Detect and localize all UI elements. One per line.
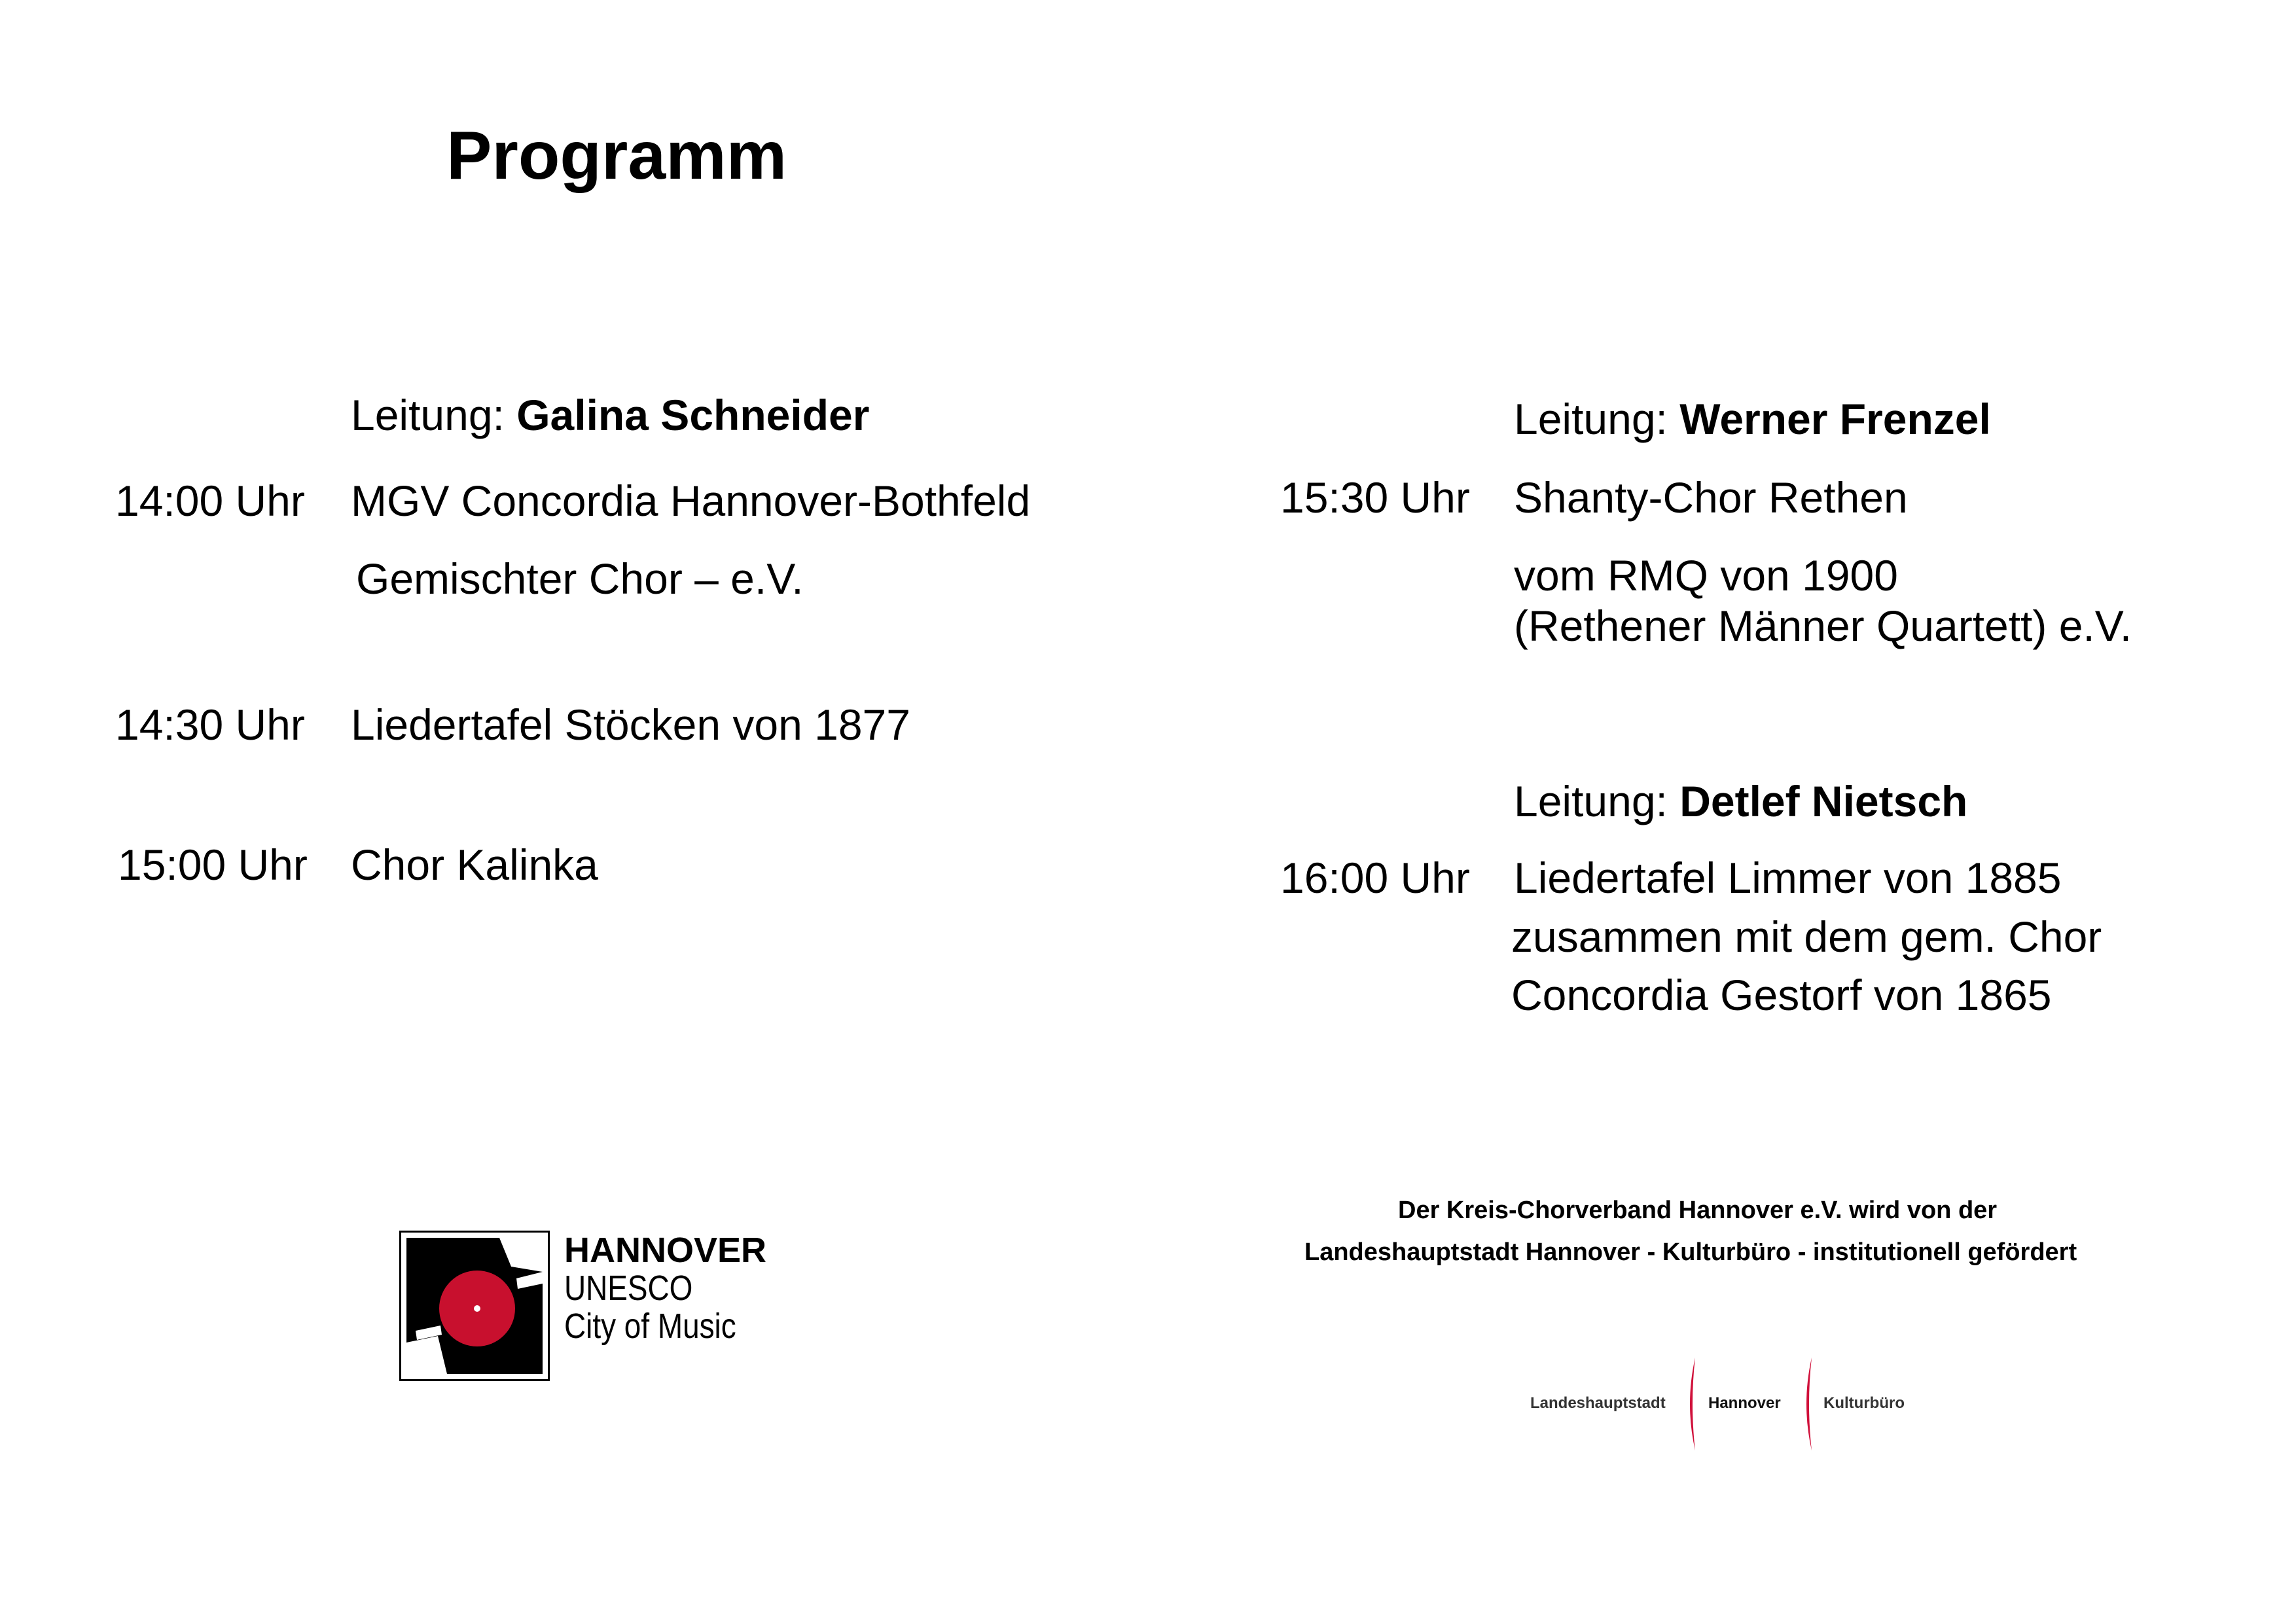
director-prefix: Leitung: [1514, 395, 1680, 443]
time-1400: 14:00 Uhr [115, 477, 305, 525]
choir-liedertafel-limmer-sub1: zusammen mit dem gem. Chor [1511, 912, 2102, 961]
funding-note-line1: Der Kreis-Chorverband Hannover e.V. wird von der [1398, 1197, 1998, 1224]
red-bracket-icon [1799, 1355, 1825, 1453]
time-1430: 14:30 Uhr [115, 700, 305, 749]
time-1500: 15:00 Uhr [118, 840, 308, 889]
page-title: Programm [446, 118, 787, 194]
director-name: Werner Frenzel [1679, 395, 1991, 443]
director-line-galina [351, 389, 869, 441]
director-prefix: Leitung: [351, 391, 517, 439]
kulturbuero-logo-left: Landeshauptstadt [1530, 1394, 1666, 1412]
director-line-detlef [1514, 776, 1967, 827]
choir-liedertafel-limmer-sub2: Concordia Gestorf von 1865 [1511, 971, 2052, 1019]
choir-kalinka: Chor Kalinka [351, 840, 598, 889]
director-name: Galina Schneider [516, 391, 870, 439]
choir-mgv-concordia: MGV Concordia Hannover-Bothfeld [351, 477, 1031, 525]
kulturbuero-logo-center: Hannover [1708, 1394, 1781, 1412]
time-1530: 15:30 Uhr [1280, 473, 1470, 522]
city-of-music-logo [399, 1231, 550, 1381]
director-prefix: Leitung: [1514, 777, 1680, 825]
city-of-music-unesco: UNESCO [564, 1269, 693, 1308]
time-1600: 16:00 Uhr [1280, 854, 1470, 902]
choir-shanty-chor: Shanty-Chor Rethen [1514, 473, 1908, 522]
choir-liedertafel-limmer: Liedertafel Limmer von 1885 [1514, 854, 2062, 902]
choir-shanty-chor-sub1: vom RMQ von 1900 [1514, 551, 1898, 600]
red-bracket-icon [1682, 1355, 1708, 1453]
choir-liedertafel-stoecken: Liedertafel Stöcken von 1877 [351, 700, 910, 749]
choir-mgv-concordia-sub: Gemischter Chor – e.V. [356, 554, 804, 603]
funding-note-line2: Landeshauptstadt Hannover - Kulturbüro - institutionell gefördert [1304, 1238, 2077, 1266]
director-name: Detlef Nietsch [1679, 777, 1968, 825]
record-icon [401, 1233, 548, 1379]
director-line-werner [1514, 393, 1991, 444]
city-of-music-hannover: HANNOVER [564, 1231, 767, 1270]
kulturbuero-logo [1525, 1355, 1918, 1453]
kulturbuero-logo-right: Kulturbüro [1823, 1394, 1905, 1412]
city-of-music-label: City of Music [564, 1307, 736, 1346]
choir-shanty-chor-sub2: (Rethener Männer Quartett) e.V. [1514, 602, 2132, 650]
